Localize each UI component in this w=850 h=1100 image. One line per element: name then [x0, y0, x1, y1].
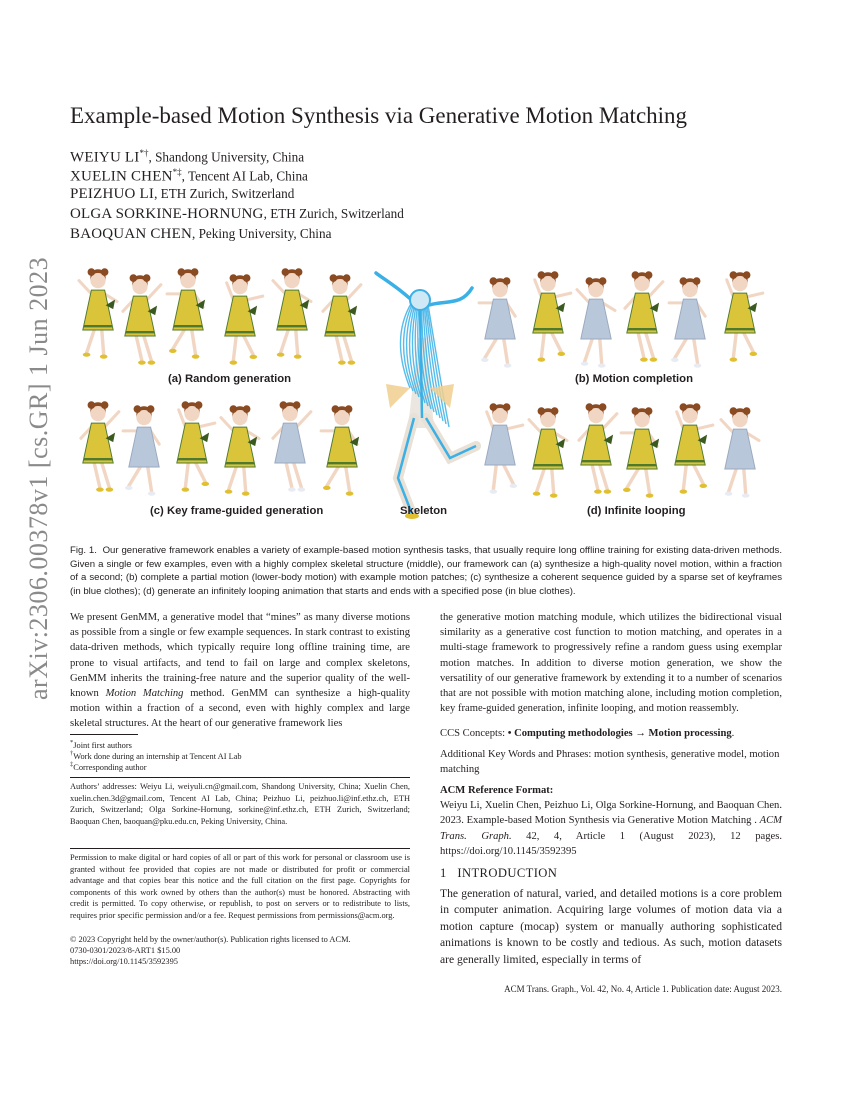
address-rule — [70, 777, 410, 778]
footnote-mark: ‡ — [70, 761, 74, 768]
character-figure — [221, 405, 259, 495]
label-random-generation: (a) Random generation — [168, 373, 292, 385]
author-line — [70, 226, 331, 243]
running-footer: ACM Trans. Graph., Vol. 42, No. 4, Article 1. Publication date: August 2023. — [504, 984, 782, 994]
acm-reference-heading: ACM Reference Format: — [440, 785, 554, 796]
footnote-text: Corresponding author — [73, 762, 147, 772]
author-marks: *† — [139, 148, 149, 158]
author-name: BAOQUAN CHEN — [70, 226, 192, 242]
abstract-text: We present GenMM, a generative model that “mines” as many diverse motions as possible from a single or few example sequences. In stark contrast to existing data-driven methods, which typically require long offline training time, are prone to visual artifacts, and tend to fail on large and complex skeletons, GenMM inherits the training-free nature and the superior quality of the well-known — [70, 612, 410, 700]
ccs-concept: Computing methodologies → Motion processing — [514, 728, 732, 739]
character-figure — [79, 268, 117, 358]
character-figure — [625, 271, 663, 361]
section-title: INTRODUCTION — [457, 866, 558, 880]
character-figure — [577, 277, 615, 367]
character-figure — [123, 274, 161, 364]
author-affiliation: , Tencent AI Lab, China — [181, 168, 308, 184]
character-figure — [721, 407, 759, 497]
author-affiliation: , Shandong University, China — [148, 149, 305, 165]
acm-reference-journal: ACM Trans. Graph. — [440, 815, 782, 842]
character-figure — [225, 274, 263, 364]
abstract-right-column: the generative motion matching module, which utilizes the bidirectional visual similarity as a generative cost function to motion matching, and operates in a multi-stage framework to progressively refine a random guess using exemplar motion matches. In addition to diverse motion generation, we show the versatility of our generative framework by extending it to a number of scenarios that are not possible with motion matching alone, including motion completion, key frame-guided generation, infinite looping, and motion reassembly. — [440, 612, 782, 715]
character-figure — [81, 401, 119, 491]
character-figure — [621, 407, 659, 497]
character-figure — [485, 403, 523, 493]
author-line — [70, 167, 308, 185]
teaser-illustration — [70, 268, 782, 528]
footnote-text: Work done during an internship at Tencent AI Lab — [73, 751, 242, 761]
character-figure — [167, 268, 205, 358]
character-figure — [725, 271, 763, 361]
character-figure — [177, 401, 215, 491]
issn-line: 0730-0301/2023/8-ART1 $15.00 — [70, 946, 181, 955]
character-figure — [273, 401, 311, 491]
intro-paragraph: The generation of natural, varied, and detailed motions is a core problem in computer animation. Acquiring large volumes of motion data via a motion capture (mocap) system or manually authoring sophisticated animations is known to be costly and tedious. As such, motion datasets are generally limited, especially in terms of — [440, 887, 782, 966]
author-marks: *‡ — [172, 167, 182, 177]
ccs-bullet: • — [507, 728, 515, 739]
character-figure — [123, 405, 159, 495]
label-infinite-looping: (d) Infinite looping — [587, 505, 686, 517]
author-line — [70, 206, 404, 223]
character-figure — [323, 274, 361, 364]
section-number: 1 — [440, 866, 447, 880]
character-figure — [321, 405, 359, 495]
character-figure — [533, 271, 571, 361]
acm-reference-text-tail: 42, 4, Article 1 (August 2023), 12 pages. https://doi.org/10.1145/3592395 — [440, 830, 782, 857]
author-line — [70, 186, 294, 203]
permission-rule — [70, 848, 410, 849]
character-figure — [273, 268, 311, 358]
author-affiliation: , ETH Zurich, Switzerland — [263, 206, 404, 221]
additional-keywords: Additional Key Words and Phrases: motion synthesis, generative model, motion matching — [440, 749, 780, 776]
author-name: OLGA SORKINE-HORNUNG — [70, 206, 264, 222]
acm-reference-text: Weiyu Li, Xuelin Chen, Peizhuo Li, Olga Sorkine-Hornung, and Baoquan Chen. 2023. Example-based Motion Synthesis via Generative Motion Matching . — [440, 800, 782, 827]
ccs-end: . — [731, 728, 735, 739]
author-affiliation: , Peking University, China — [191, 226, 332, 241]
author-name: WEIYU LI — [70, 149, 140, 166]
section-heading — [440, 866, 557, 881]
author-name: PEIZHUO LI — [70, 186, 155, 202]
character-figure — [675, 403, 713, 493]
abstract-emphasis: Motion Matching — [105, 688, 184, 700]
author-name: XUELIN CHEN — [70, 168, 173, 185]
ccs-label: CCS Concepts: — [440, 728, 508, 739]
footnote-mark: * — [70, 739, 74, 746]
character-figure — [669, 277, 705, 367]
footnote-text: Joint first authors — [73, 740, 132, 750]
acm-reference — [440, 783, 782, 859]
label-keyframe-generation: (c) Key frame-guided generation — [150, 505, 324, 517]
abstract-text-continued: method. GenMM can synthesize a high-quality motion within a fraction of a second, even with highly complex and large skeletal structures. At the heart of our generative framework lies — [70, 688, 410, 730]
figure-caption — [70, 544, 782, 598]
character-figure — [529, 407, 567, 497]
caption-text: Our generative framework enables a variety of example-based motion synthesis tasks, that usually require long offline training for existing data-driven methods. Given a single or few examples, even with a highly complex skeletal structure (middle), our framework can (a) synthesize a high-quality novel motion, within a fraction of a second; (b) complete a partial motion (lower-body motion) with example motion patches; (c) synthesize a coherent sequence guided by a sparse set of keyframes (in blue clothes); (d) generate an infinitely looping animation that starts and ends with a specified pose (in blue clothes). — [70, 545, 782, 597]
footnote — [70, 759, 410, 773]
figure-number: Fig. 1. — [70, 545, 97, 556]
skeleton-figure — [376, 273, 476, 519]
footnote-mark: † — [70, 750, 74, 757]
footnote-rule — [70, 734, 138, 735]
doi-link[interactable]: https://doi.org/10.1145/3592395 — [70, 957, 178, 966]
ccs-concepts — [440, 726, 782, 741]
label-motion-completion: (b) Motion completion — [575, 373, 693, 385]
label-skeleton: Skeleton — [400, 505, 448, 517]
permission-notice: Permission to make digital or hard copies of all or part of this work for personal or classroom use is granted without fee provided that copies are not made or distributed for profit or commercial advantage and that copies bear this notice and the full citation on the first page. Copyrights for components of this work owned by others than the author(s) must be honored. Abstracting with credit is permitted. To copy otherwise, or republish, to post on servers or to redistribute to lists, requires prior specific permission and/or a fee. Request permissions from permissions@acm.org. — [70, 853, 410, 920]
author-affiliation: , ETH Zurich, Switzerland — [154, 186, 295, 201]
abstract-left-column — [70, 610, 410, 732]
arxiv-stamp-text: arXiv:2306.00378v1 [cs.GR] 1 Jun 2023 — [24, 256, 53, 700]
paper-title: Example-based Motion Synthesis via Generative Motion Matching — [70, 103, 688, 128]
author-line — [70, 148, 304, 166]
teaser-figure — [70, 268, 782, 528]
authors-addresses: Authors’ addresses: Weiyu Li, weiyuli.cn@gmail.com, Shandong University, China; Xuelin Chen, xuelin.chen.3d@gmail.com, Tencent AI Lab, China; Peizhuo Li, peizhuo.li@inf.ethz.ch, ETH Zurich, Switzerland; Olga Sorkine-Hornung, sorkine@inf.ethz.ch, ETH Zurich, Switzerland; Baoquan Chen, baoquan@pku.edu.cn, Peking University, China. — [70, 782, 410, 826]
copyright-line: © 2023 Copyright held by the owner/author(s). Publication rights licensed to ACM. — [70, 935, 351, 944]
character-figure — [579, 403, 617, 493]
character-figure — [479, 277, 515, 367]
